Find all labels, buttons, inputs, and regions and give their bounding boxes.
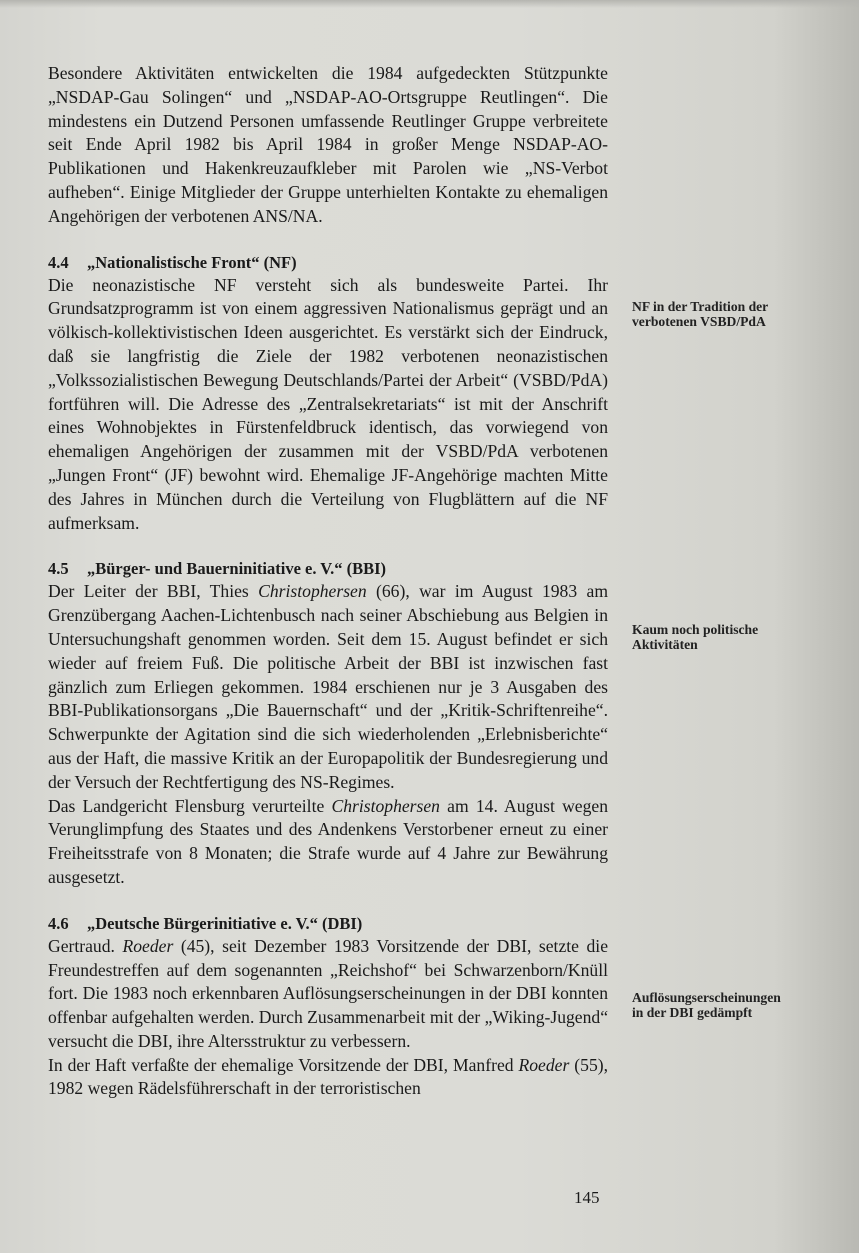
section-heading-4-6	[48, 913, 608, 935]
margin-note-nf: NF in der Tradition der verbotenen VSBD/PdA	[632, 299, 768, 330]
section-4-6-paragraph-2	[48, 1054, 608, 1102]
section-4-5-paragraph-2	[48, 795, 608, 890]
person-name: Christophersen	[258, 581, 367, 602]
section-title: „Deutsche Bürgerinitiative e. V.“ (DBI)	[87, 913, 363, 933]
section-title: „Bürger- und Bauerninitiative e. V.“ (BBI)	[87, 559, 387, 579]
margin-note-bbi: Kaum noch politische Aktivitäten	[632, 622, 759, 653]
section-number: 4.4	[48, 252, 69, 272]
text-run: Gertraud.	[48, 935, 123, 956]
text-run: Das Landgericht Flensburg verurteilte	[48, 795, 332, 816]
text-run: (66), war im August 1983 am Grenzübergang Aachen-Lichtenbusch nach seiner Abschiebung aus Belgien in Untersuchungshaft genommen worden. Seit dem 15. August befindet er sich wieder auf freiem Fuß. Die politische Arbeit der BBI ist inzwischen fast gänzlich zum Erliegen gekommen. 1984 erschienen nur je 3 Ausgaben des BBI-Publikationsorgans „Die Bauernschaft“ und der „Kritik-Schriftenreihe“. Schwerpunkte der Agitation sind die sich wiederholenden „Erlebnisberichte“ aus der Haft, die massive Kritik an der Europapolitik der Bundesregierung und der Versuch der Rechtfertigung des NS-Regimes.	[48, 581, 609, 792]
section-heading-4-5	[48, 558, 608, 580]
person-name: Roeder	[122, 935, 174, 956]
text-run: am 14. August wegen Verunglimpfung des Staates und des Andenkens Verstorbener erneut zu einer Freiheitsstrafe von 8 Monaten; die Strafe wurde auf 4 Jahre zur Bewährung ausgesetzt.	[48, 795, 608, 887]
main-text-column	[48, 62, 608, 1101]
person-name: Roeder	[518, 1054, 570, 1075]
page-number: 145	[574, 1188, 600, 1207]
text-run: (45), seit Dezember 1983 Vorsitzende der DBI, setzte die Freundestreffen auf dem sogenannten „Reichshof“ bei Schwarzenborn/Knüll fort. Die 1983 noch erkennbaren Auflösungserscheinungen in der DBI konnten offenbar aufgehalten werden. Durch Zusammenarbeit mit der „Wiking-Jugend“ versucht die DBI, ihre Altersstruktur zu verbessern.	[48, 935, 608, 1051]
intro-paragraph: Besondere Aktivitäten entwickelten die 1984 aufgedeckten Stützpunkte „NSDAP-Gau Solingen“ und „NSDAP-AO-Ortsgruppe Reutlingen“. Die mindestens ein Dutzend Personen umfassende Reutlinger Gruppe verbreitete seit Ende April 1982 bis April 1984 in großer Menge NSDAP-AO-Publikationen und Hakenkreuzaufkleber mit Parolen wie „NS-Verbot aufheben“. Einige Mitglieder der Gruppe unterhielten Kontakte zu ehemaligen Angehörigen der verbotenen ANS/NA.	[48, 63, 608, 226]
text-run: (55), 1982 wegen Rädelsführerschaft in der terroristischen	[48, 1054, 608, 1099]
text-run: In der Haft verfaßte der ehemalige Vorsitzende der DBI, Manfred	[48, 1054, 519, 1075]
person-name: Christophersen	[331, 795, 440, 816]
section-4-4-paragraph: Die neonazistische NF versteht sich als bundesweite Partei. Ihr Grundsatzprogramm ist von einem aggressiven Nationalismus geprägt und an völkisch-kollektivistischen Ideen ausgerichtet. Es verstärkt sich der Eindruck, daß sie langfristig die Ziele der 1982 verbotenen neonazistischen „Volkssozialistischen Bewegung Deutschlands/Partei der Arbeit“ (VSBD/PdA) fortführen will. Die Adresse des „Zentralsekretariats“ ist mit der Anschrift eines Wohnobjektes in Fürstenfeldbruck identisch, das vorwiegend von ehemaligen Angehörigen der zusammen mit der VSBD/PdA verbotenen „Jungen Front“ (JF) bewohnt wird. Ehemalige JF-Angehörige machten Mitte des Jahres in München durch die Verteilung von Flugblättern auf die NF aufmerksam.	[48, 274, 608, 533]
text-run: Der Leiter der BBI, Thies	[48, 581, 259, 602]
section-4-6-paragraph-1	[48, 935, 608, 1054]
section-number: 4.6	[48, 913, 69, 933]
margin-note-dbi: Auflösungserscheinungen in der DBI gedämpft	[632, 990, 781, 1021]
section-heading-4-4	[48, 252, 608, 274]
section-title: „Nationalistische Front“ (NF)	[87, 252, 297, 272]
section-number: 4.5	[48, 559, 69, 579]
section-4-5-paragraph-1	[48, 580, 608, 794]
